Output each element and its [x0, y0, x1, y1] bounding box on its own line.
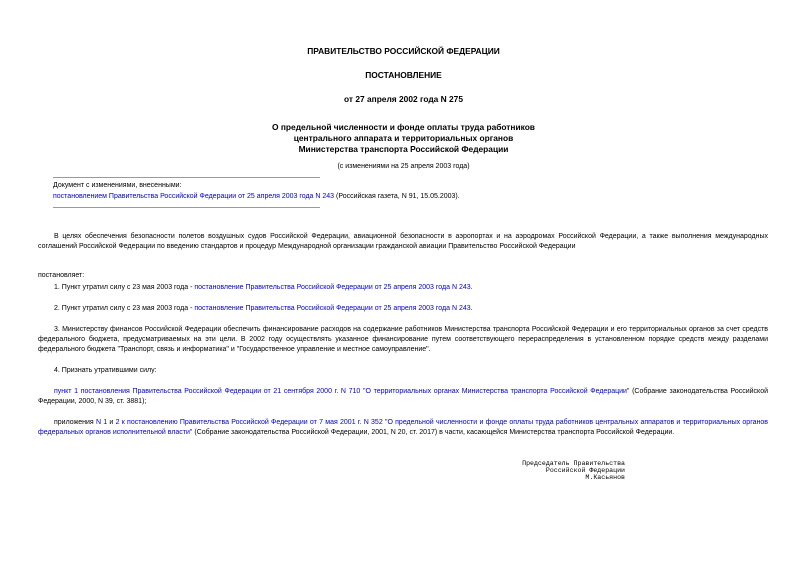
item-4-sub-2-mid: и: [107, 419, 116, 426]
document-title-line-3: Министерства транспорта Российской Федерации: [298, 144, 509, 154]
revision-note: (с изменениями на 25 апреля 2003 года): [337, 163, 470, 170]
document-date-number: от 27 апреля 2002 года N 275: [344, 94, 463, 104]
appendix-2-link[interactable]: 2: [115, 419, 120, 426]
preamble: В целях обеспечения безопасности полетов воздушных судов Российской Федерации, авиационной безопасности в аэропортах и на аэродромах Российской Федерации, а также выполнения международных соглашений Российской Федерации по введению стандартов и процедур Международной организации гражданской авиации Правительство Российской Федерации: [38, 233, 768, 250]
amendments-line: [53, 192, 753, 202]
amendments-intro: Документ с изменениями, внесенными:: [53, 182, 182, 189]
divider-bottom: [53, 207, 320, 208]
government-heading: ПРАВИТЕЛЬСТВО РОССИЙСКОЙ ФЕДЕРАЦИИ: [307, 46, 500, 56]
item-4-sub-2-prefix: приложения: [54, 419, 96, 426]
item-2-link[interactable]: постановление Правительства Российской Федерации от 25 апреля 2003 года N 243: [194, 305, 471, 312]
item-4-sub-2-text: (Собрание законодательства Российской Федерации, 2001, N 20, ст. 2017) в части, касающейся Министерства транспорта Российской Федерации.: [192, 429, 675, 436]
item-2-end: .: [470, 305, 473, 312]
item-4-sub-1-link[interactable]: пункт 1 постановления Правительства Российской Федерации от 21 сентября 2000 г. N 710 "О территориальных органах Министерства транспорта Российской Федерации": [54, 388, 630, 395]
appendix-1-link[interactable]: N 1: [95, 419, 108, 426]
amendment-source: (Российская газета, N 91, 15.05.2003).: [334, 193, 460, 200]
item-4-sub-1-text: (Собрание законодательства Российской Федерации, 2000, N 39, ст. 3881);: [38, 388, 768, 405]
document-title-line-2: центрального аппарата и территориальных органов: [293, 133, 514, 143]
decree-352-link[interactable]: к постановлению Правительства Российской Федерации от 7 мая 2001 г. N 352 "О предельной численности и фонде оплаты труда работников центральных аппаратов и территориальных органов федеральных органов исполнительной власти": [38, 419, 768, 436]
item-1: [54, 283, 768, 293]
item-2: [54, 304, 768, 314]
item-2-text: 2. Пункт утратил силу с 23 мая 2003 года -: [54, 305, 195, 312]
amendment-link[interactable]: постановлением Правительства Российской Федерации от 25 апреля 2003 года N 243: [53, 193, 335, 200]
item-4: 4. Признать утратившими силу:: [54, 367, 157, 374]
item-4-sub-2: [38, 418, 768, 438]
item-4-sub-1: [38, 387, 768, 407]
item-3: 3. Министерству финансов Российской Федерации обеспечить финансирование расходов на содержание работников Министерства транспорта Российской Федерации и его территориальных органов за счет средств федерального бюджета, предусматриваемых на эти цели. В 2002 году осуществлять указанное финансирование путем соответствующего перераспределения в установленном порядке средств между разделами федерального бюджета "Транспорт, связь и информатика" и "Государственное управление и местное самоуправление".: [38, 326, 768, 353]
signature-title: Председатель Правительства: [522, 460, 625, 467]
signature-name: М.Касьянов: [585, 474, 625, 481]
item-1-text: 1. Пункт утратил силу с 23 мая 2003 года -: [54, 284, 195, 291]
item-1-link[interactable]: постановление Правительства Российской Федерации от 25 апреля 2003 года N 243: [194, 284, 471, 291]
divider-top: [53, 177, 320, 178]
decrees-label: постановляет:: [38, 272, 85, 279]
document-title-line-1: О предельной численности и фонде оплаты труда работников: [272, 122, 535, 132]
signature-country: Российской Федерации: [545, 467, 625, 474]
item-1-end: .: [470, 284, 473, 291]
document-type: ПОСТАНОВЛЕНИЕ: [365, 70, 442, 80]
